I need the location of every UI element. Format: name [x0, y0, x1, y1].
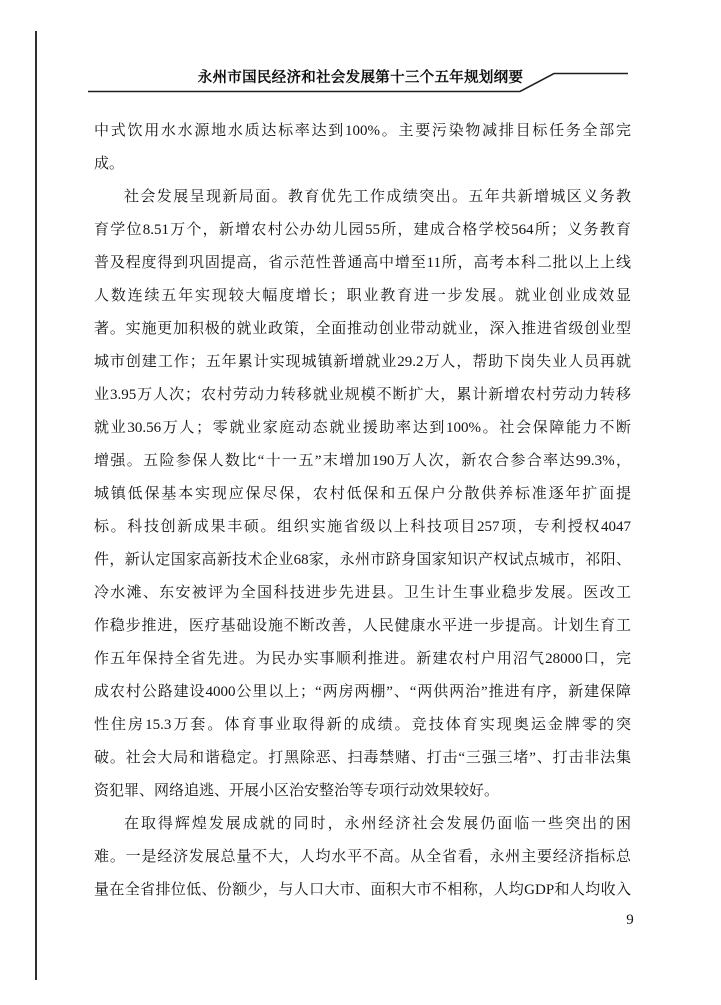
text-line: 标。科技创新成果丰硕。组织实施省级以上科技项目257项，专利授权4047	[94, 519, 631, 535]
text-line: 破。社会大局和谐稳定。打黑除恶、扫毒禁赌、打击“三强三堵”、打击非法集	[94, 750, 631, 766]
left-binding-line	[35, 31, 37, 980]
text-line: 作稳步推进，医疗基础设施不断改善，人民健康水平进一步提高。计划生育工	[94, 618, 631, 634]
text-line: 人数连续五年实现较大幅度增长；职业教育进一步发展。就业创业成效显	[94, 288, 631, 304]
text-line: 成。	[94, 156, 125, 172]
text-line: 冷水滩、东安被评为全国科技进步先进县。卫生计生事业稳步发展。医改工	[94, 585, 631, 601]
text-line: 难。一是经济发展总量不大，人均水平不高。从全省看，永州主要经济指标总	[94, 849, 631, 865]
text-line: 就业30.56万人；零就业家庭动态就业援助率达到100%。社会保障能力不断	[94, 420, 631, 436]
text-line: 城市创建工作；五年累计实现城镇新增就业29.2万人，帮助下岗失业人员再就	[94, 354, 631, 370]
text-line: 普及程度得到巩固提高，省示范性普通高中增至11所，高考本科二批以上上线	[94, 255, 631, 271]
text-line: 在取得辉煌发展成就的同时，永州经济社会发展仍面临一些突出的困	[124, 816, 631, 832]
page-number: 9	[626, 912, 634, 928]
header-rule-decoration	[88, 70, 633, 96]
running-header-title: 永州市国民经济和社会发展第十三个五年规划纲要	[197, 70, 524, 86]
text-line: 性住房15.3万套。体育事业取得新的成绩。竞技体育实现奥运金牌零的突	[94, 717, 631, 733]
text-line: 业3.95万人次；农村劳动力转移就业规模不断扩大，累计新增农村劳动力转移	[94, 387, 631, 403]
text-line: 增强。五险参保人数比“十一五”末增加190万人次，新农合参合率达99.3%，	[94, 453, 631, 469]
text-line: 资犯罪、网络追逃、开展小区治安整治等专项行动效果较好。	[94, 783, 500, 799]
body-text	[94, 115, 631, 907]
text-line: 件，新认定国家高新技术企业68家，永州市跻身国家知识产权试点城市，祁阳、	[94, 552, 631, 568]
text-line: 著。实施更加积极的就业政策，全面推动创业带动就业，深入推进省级创业型	[94, 321, 631, 337]
text-line: 社会发展呈现新局面。教育优先工作成绩突出。五年共新增城区义务教	[124, 189, 631, 205]
text-line: 中式饮用水水源地水质达标率达到100%。主要污染物减排目标任务全部完	[94, 123, 631, 139]
text-line: 育学位8.51万个，新增农村公办幼儿园55所，建成合格学校564所；义务教育	[94, 222, 631, 238]
text-line: 作五年保持全省先进。为民办实事顺利推进。新建农村户用沼气28000口，完	[94, 651, 631, 667]
text-line: 量在全省排位低、份额少，与人口大市、面积大市不相称，人均GDP和人均收入	[94, 882, 631, 898]
text-line: 城镇低保基本实现应保尽保，农村低保和五保户分散供养标准逐年扩面提	[94, 486, 631, 502]
text-line: 成农村公路建设4000公里以上；“两房两棚”、“两供两治”推进有序，新建保障	[94, 684, 631, 700]
